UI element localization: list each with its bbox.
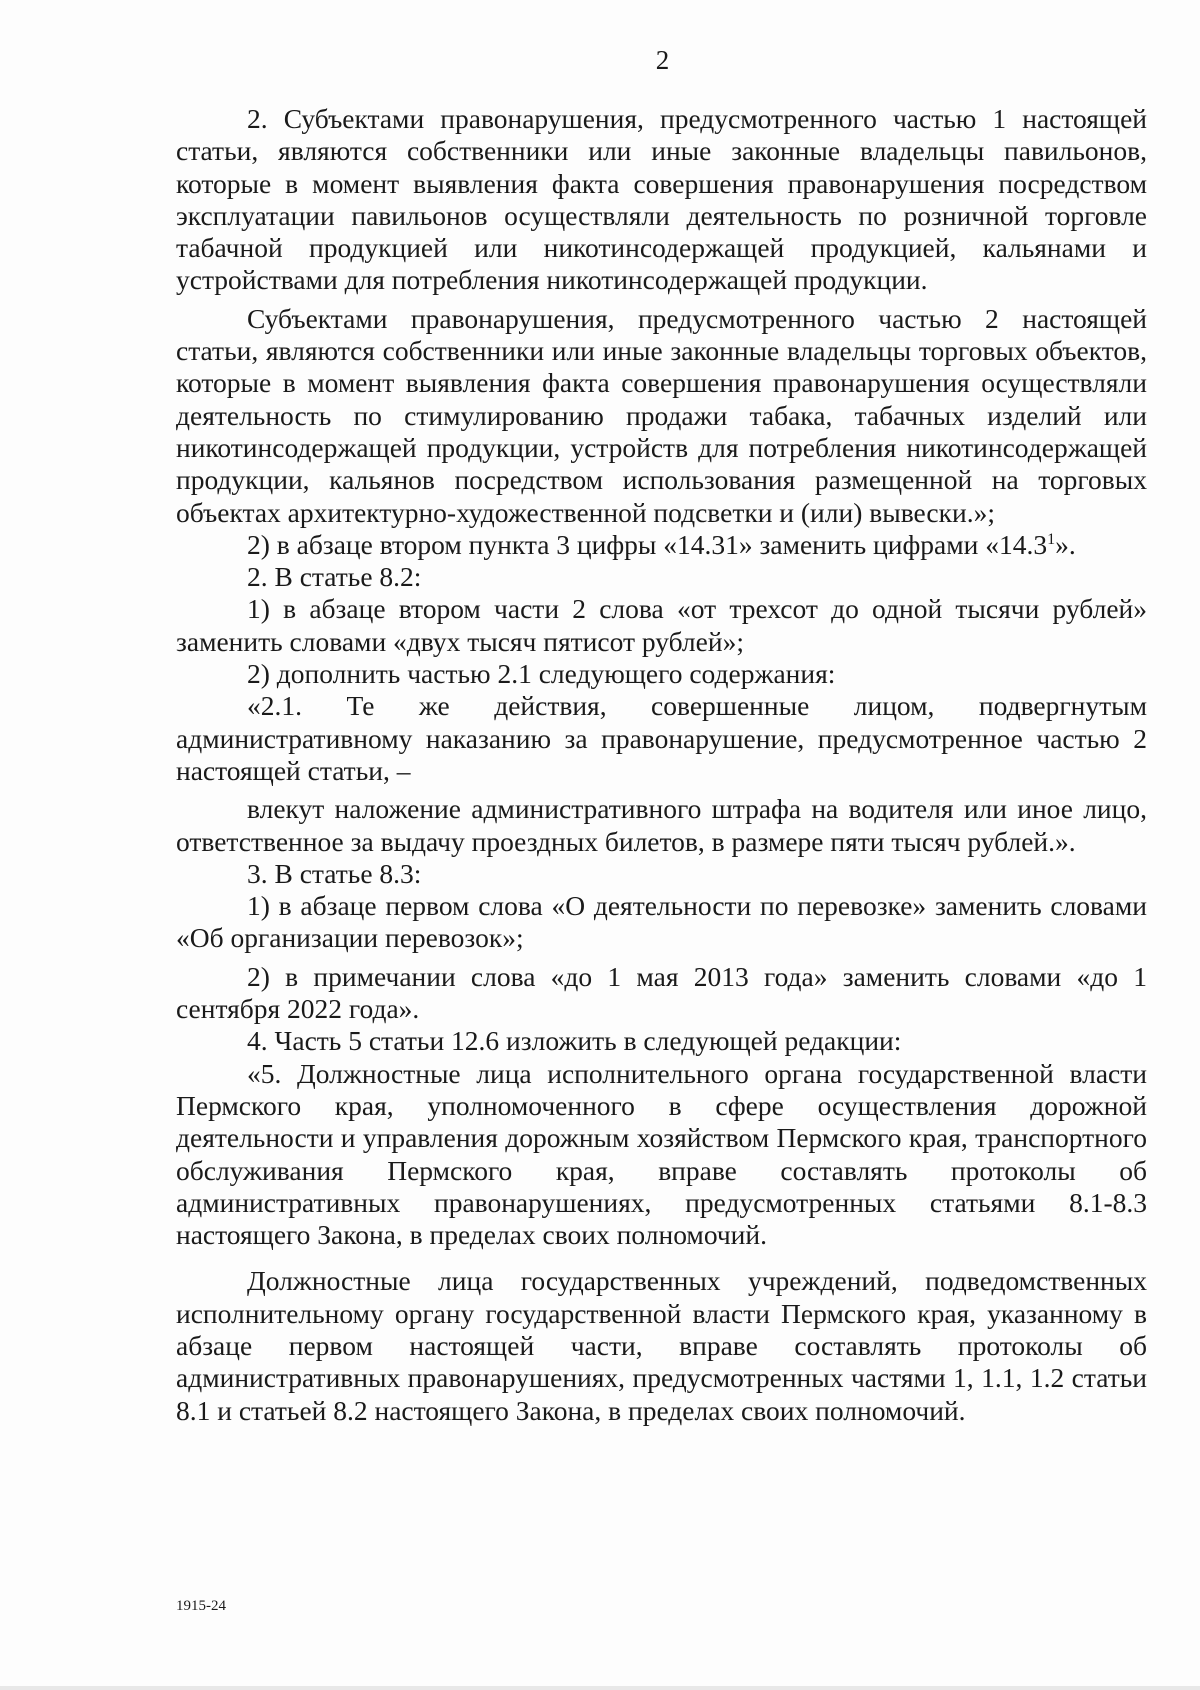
paragraph-fine: влекут наложение административного штрафа на водителя или иное лицо, ответственное за выдачу проездных билетов, в размере пяти тысяч рублей.». <box>176 793 1147 857</box>
document-code: 1915-24 <box>176 1598 226 1614</box>
paragraph-article-8-2: 2. В статье 8.2: <box>247 561 422 593</box>
paragraph-officials-executive: «5. Должностные лица исполнительного органа государственной власти Пермского края, уполномоченного в сфере осуществления дорожной деятельности и управления дорожным хозяйством Пермского края, транспортного обслуживания Пермского края, вправе составлять протоколы об административных правонарушениях, предусмотренных статьями 8.1-8.3 настоящего Закона, в пределах своих полномочий. <box>176 1057 1147 1251</box>
amend-text-after: ». <box>1055 528 1076 560</box>
paragraph-article-12-6: 4. Часть 5 статьи 12.6 изложить в следующей редакции: <box>247 1025 902 1057</box>
paragraph-article-8-3: 3. В статье 8.3: <box>247 857 422 889</box>
paragraph-8-2-item-1: 1) в абзаце втором части 2 слова «от трехсот до одной тысячи рублей» заменить словами «двух тысяч пятисот рублей»; <box>176 593 1147 657</box>
page-number: 2 <box>655 45 670 75</box>
paragraph-part-2-1: «2.1. Те же действия, совершенные лицом, подвергнутым административному наказанию за правонарушение, предусмотренное частью 2 настоящей статьи, – <box>176 690 1147 786</box>
paragraph-subjects-part-1: 2. Субъектами правонарушения, предусмотренного частью 1 настоящей статьи, являются собственники или иные законные владельцы павильонов, которые в момент выявления факта совершения правонарушения посредством эксплуатации павильонов осуществляли деятельность по розничной торговле табачной продукцией или никотинсодержащей продукцией, кальянами и устройствами для потребления никотинсодержащей продукции. <box>176 103 1147 296</box>
document-body <box>176 103 1147 1427</box>
paragraph-8-2-item-2: 2) дополнить частью 2.1 следующего содержания: <box>247 658 836 690</box>
paragraph-officials-institutions: Должностные лица государственных учреждений, подведомственных исполнительному органу государственной власти Пермского края, указанному в абзаце первом настоящей части, вправе составлять протоколы об административных правонарушениях, предусмотренных частями 1, 1.1, 1.2 статьи 8.1 и статьей 8.2 настоящего Закона, в пределах своих полномочий. <box>176 1265 1147 1426</box>
paragraph-subjects-part-2: Субъектами правонарушения, предусмотренного частью 2 настоящей статьи, являются собственники или иные законные владельцы торговых объектов, которые в момент выявления факта совершения правонарушения осуществляли деятельность по стимулированию продажи табака, табачных изделий или никотинсодержащей продукции, устройств для потребления никотинсодержащей продукции, кальянов посредством использования размещенной на торговых объектах архитектурно-художественной подсветки и (или) вывески.»; <box>176 302 1147 528</box>
scan-edge <box>0 1686 1200 1690</box>
paragraph-8-3-item-1: 1) в абзаце первом слова «О деятельности по перевозке» заменить словами «Об организации перевозок»; <box>176 890 1147 954</box>
amend-text-before: 2) в абзаце втором пункта 3 цифры «14.31» заменить цифрами «14.3 <box>247 528 1048 560</box>
paragraph-amend-point-3 <box>176 529 1147 561</box>
superscript-index: 1 <box>1047 530 1056 548</box>
paragraph-8-3-item-2: 2) в примечании слова «до 1 мая 2013 года» заменить словами «до 1 сентября 2022 года». <box>176 960 1147 1025</box>
